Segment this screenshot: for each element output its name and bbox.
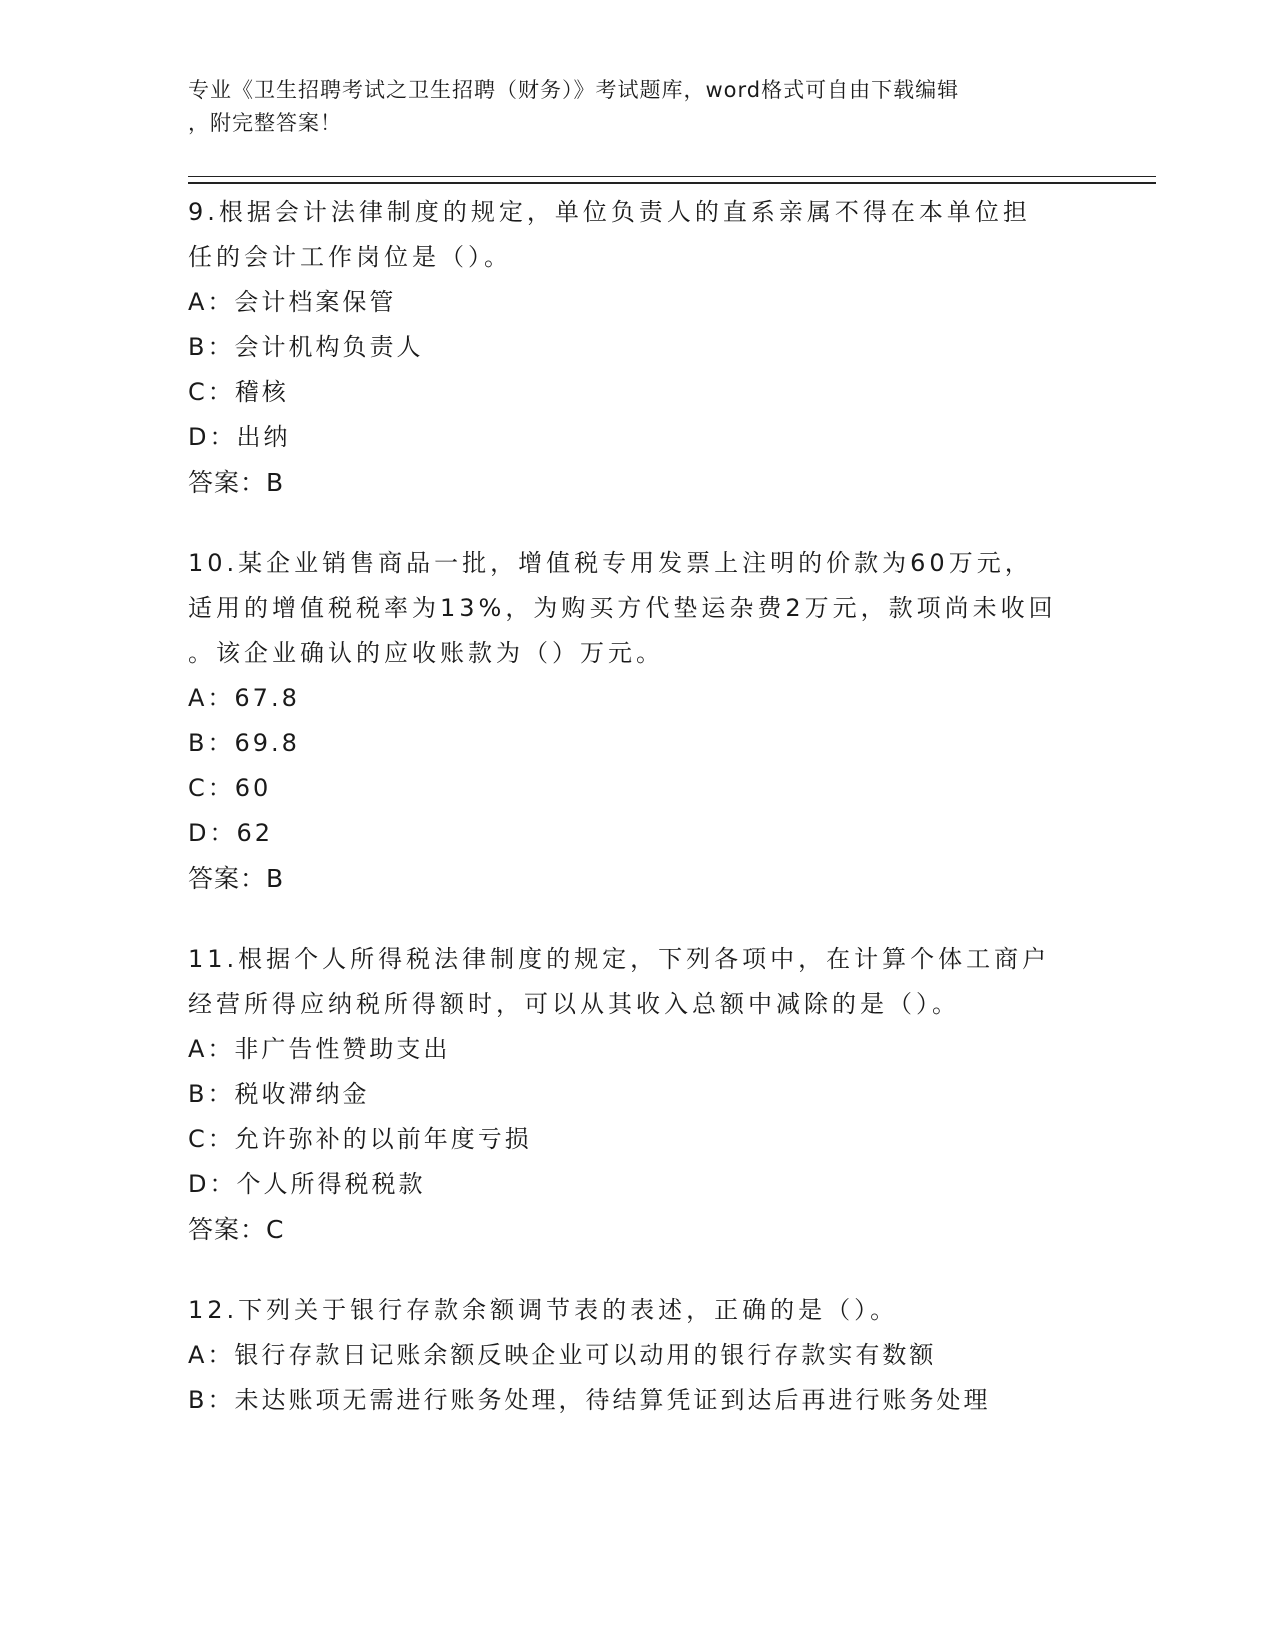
header-divider-thick — [188, 182, 1156, 184]
header-line-2: ，附完整答案！ — [188, 111, 342, 135]
option-b: B：会计机构负责人 — [188, 333, 424, 361]
question-stem-line: 12.下列关于银行存款余额调节表的表述，正确的是（）。 — [188, 1296, 899, 1324]
option-a: A：67.8 — [188, 684, 300, 712]
option-a: A：银行存款日记账余额反映企业可以动用的银行存款实有数额 — [188, 1341, 937, 1369]
option-a: A：会计档案保管 — [188, 288, 397, 316]
option-d: D：62 — [188, 819, 274, 847]
answer: 答案：C — [188, 1215, 285, 1244]
question-stem-line: 11.根据个人所得税法律制度的规定，下列各项中，在计算个体工商户 — [188, 945, 1051, 973]
question-stem-line: 10.某企业销售商品一批，增值税专用发票上注明的价款为60万元， — [188, 549, 1033, 577]
document-header — [188, 74, 1088, 140]
question-stem-line: 适用的增值税税率为13%，为购买方代垫运杂费2万元，款项尚未收回 — [188, 594, 1057, 622]
question-11 — [188, 937, 1088, 1252]
header-line-1: 专业《卫生招聘考试之卫生招聘（财务）》考试题库，word格式可自由下载编辑 — [188, 78, 960, 102]
option-b: B：税收滞纳金 — [188, 1080, 370, 1108]
question-stem-line: 任的会计工作岗位是（）。 — [188, 243, 512, 271]
answer: 答案：B — [188, 468, 285, 497]
question-9 — [188, 190, 1088, 505]
question-10 — [188, 541, 1088, 901]
option-b: B：69.8 — [188, 729, 300, 757]
option-c: C：60 — [188, 774, 272, 802]
option-b: B：未达账项无需进行账务处理，待结算凭证到达后再进行账务处理 — [188, 1386, 991, 1414]
option-d: D：个人所得税税款 — [188, 1170, 426, 1198]
option-c: C：允许弥补的以前年度亏损 — [188, 1125, 532, 1153]
question-12 — [188, 1288, 1088, 1423]
answer: 答案：B — [188, 864, 285, 893]
question-stem-line: 9.根据会计法律制度的规定，单位负责人的直系亲属不得在本单位担 — [188, 198, 1031, 226]
option-a: A：非广告性赞助支出 — [188, 1035, 451, 1063]
header-divider-thin — [188, 176, 1156, 177]
option-c: C：稽核 — [188, 378, 289, 406]
question-stem-line: 经营所得应纳税所得额时，可以从其收入总额中减除的是（）。 — [188, 990, 960, 1018]
option-d: D：出纳 — [188, 423, 291, 451]
question-list — [188, 190, 1088, 1459]
question-stem-line: 。该企业确认的应收账款为（）万元。 — [188, 639, 664, 667]
